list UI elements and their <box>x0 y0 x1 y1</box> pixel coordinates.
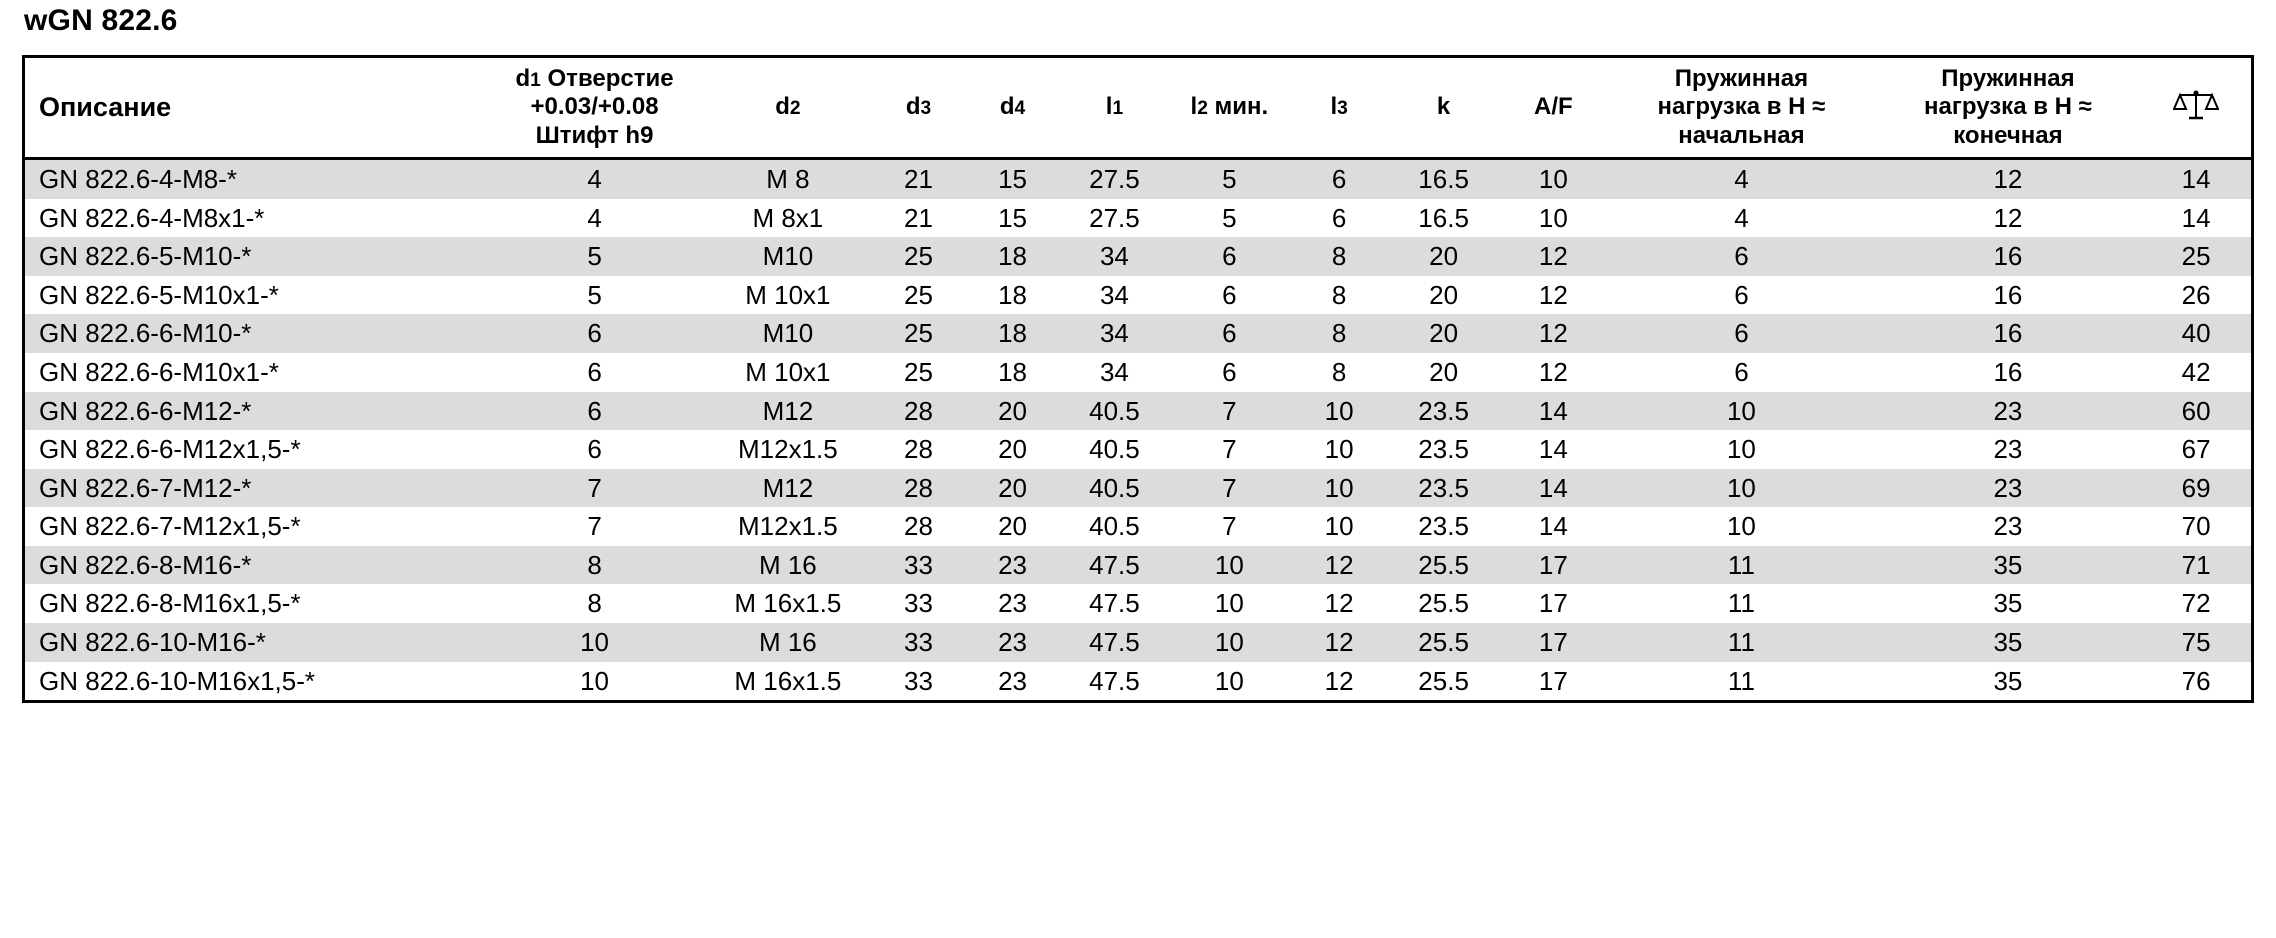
cell-description: GN 822.6-6-M10-* <box>25 314 485 353</box>
cell-d4: 20 <box>966 469 1060 508</box>
cell-d1: 4 <box>485 158 704 198</box>
cell-d3: 25 <box>871 314 965 353</box>
cell-weight: 14 <box>2141 199 2251 238</box>
cell-k: 23.5 <box>1389 392 1499 431</box>
cell-spring_start: 11 <box>1608 584 1874 623</box>
cell-d2: M 16x1.5 <box>704 662 871 701</box>
column-header-spring-end <box>1875 58 2141 158</box>
cell-l3: 8 <box>1289 276 1388 315</box>
cell-d1: 6 <box>485 392 704 431</box>
cell-l2: 10 <box>1169 662 1289 701</box>
header-row <box>25 58 2251 158</box>
cell-d1: 8 <box>485 546 704 585</box>
cell-description: GN 822.6-8-M16-* <box>25 546 485 585</box>
cell-k: 25.5 <box>1389 584 1499 623</box>
cell-spring_end: 23 <box>1875 507 2141 546</box>
cell-d2: M 16 <box>704 623 871 662</box>
cell-spring_end: 16 <box>1875 353 2141 392</box>
cell-d4: 15 <box>966 199 1060 238</box>
cell-weight: 75 <box>2141 623 2251 662</box>
cell-spring_start: 11 <box>1608 546 1874 585</box>
cell-l3: 12 <box>1289 584 1388 623</box>
cell-d1: 6 <box>485 430 704 469</box>
cell-l3: 10 <box>1289 507 1388 546</box>
cell-weight: 14 <box>2141 158 2251 198</box>
cell-l3: 10 <box>1289 469 1388 508</box>
cell-k: 20 <box>1389 237 1499 276</box>
cell-af: 14 <box>1498 392 1608 431</box>
cell-d4: 18 <box>966 353 1060 392</box>
table-row <box>25 584 2251 623</box>
cell-l1: 40.5 <box>1060 469 1170 508</box>
cell-d4: 23 <box>966 584 1060 623</box>
cell-spring_start: 10 <box>1608 469 1874 508</box>
cell-d4: 18 <box>966 276 1060 315</box>
cell-weight: 25 <box>2141 237 2251 276</box>
page-title: wGN 822.6 <box>24 4 178 37</box>
cell-l1: 47.5 <box>1060 546 1170 585</box>
cell-l1: 34 <box>1060 237 1170 276</box>
cell-d2: M 16 <box>704 546 871 585</box>
cell-weight: 72 <box>2141 584 2251 623</box>
table-row <box>25 314 2251 353</box>
cell-af: 12 <box>1498 314 1608 353</box>
cell-spring_end: 35 <box>1875 662 2141 701</box>
cell-spring_start: 6 <box>1608 353 1874 392</box>
column-header-d1: d1 Отверстие +0.03/+0.08 Штифт h9 <box>485 58 704 158</box>
cell-description: GN 822.6-6-M12-* <box>25 392 485 431</box>
cell-af: 17 <box>1498 584 1608 623</box>
cell-l3: 12 <box>1289 623 1388 662</box>
cell-l3: 12 <box>1289 546 1388 585</box>
cell-spring_start: 10 <box>1608 430 1874 469</box>
cell-l1: 47.5 <box>1060 623 1170 662</box>
table-row <box>25 353 2251 392</box>
cell-l2: 7 <box>1169 392 1289 431</box>
cell-d3: 25 <box>871 276 965 315</box>
table-row <box>25 276 2251 315</box>
cell-d2: M 8 <box>704 158 871 198</box>
cell-d3: 33 <box>871 623 965 662</box>
cell-af: 14 <box>1498 469 1608 508</box>
cell-l1: 27.5 <box>1060 158 1170 198</box>
table-row <box>25 662 2251 701</box>
cell-weight: 60 <box>2141 392 2251 431</box>
cell-d3: 25 <box>871 353 965 392</box>
cell-spring_start: 10 <box>1608 392 1874 431</box>
cell-d1: 10 <box>485 623 704 662</box>
cell-l2: 6 <box>1169 237 1289 276</box>
cell-spring_end: 35 <box>1875 584 2141 623</box>
cell-af: 10 <box>1498 158 1608 198</box>
column-header-spring-start-line3: начальная <box>1678 121 1805 149</box>
cell-spring_start: 11 <box>1608 623 1874 662</box>
column-header-description: Описание <box>25 58 485 158</box>
cell-d1: 8 <box>485 584 704 623</box>
cell-weight: 71 <box>2141 546 2251 585</box>
cell-d4: 23 <box>966 623 1060 662</box>
cell-af: 14 <box>1498 430 1608 469</box>
column-header-l3: l3 <box>1289 58 1388 158</box>
cell-weight: 40 <box>2141 314 2251 353</box>
cell-k: 23.5 <box>1389 507 1499 546</box>
table-header <box>25 58 2251 158</box>
cell-d2: M10 <box>704 237 871 276</box>
cell-af: 12 <box>1498 237 1608 276</box>
column-header-spring-start-line2: нагрузка в Н ≈ <box>1657 93 1826 121</box>
cell-d3: 28 <box>871 507 965 546</box>
column-header-l1: l1 <box>1060 58 1170 158</box>
column-header-d1-line2: +0.03/+0.08 <box>530 93 659 121</box>
column-header-d2: d2 <box>704 58 871 158</box>
cell-d2: M12 <box>704 392 871 431</box>
cell-spring_start: 6 <box>1608 314 1874 353</box>
cell-spring_end: 12 <box>1875 158 2141 198</box>
cell-description: GN 822.6-10-M16-* <box>25 623 485 662</box>
cell-description: GN 822.6-7-M12x1,5-* <box>25 507 485 546</box>
cell-weight: 69 <box>2141 469 2251 508</box>
cell-k: 20 <box>1389 353 1499 392</box>
cell-l3: 8 <box>1289 314 1388 353</box>
cell-description: GN 822.6-6-M12x1,5-* <box>25 430 485 469</box>
cell-d1: 7 <box>485 469 704 508</box>
cell-spring_end: 16 <box>1875 276 2141 315</box>
cell-spring_end: 35 <box>1875 623 2141 662</box>
cell-l1: 34 <box>1060 314 1170 353</box>
cell-l2: 7 <box>1169 469 1289 508</box>
cell-k: 16.5 <box>1389 158 1499 198</box>
cell-k: 20 <box>1389 276 1499 315</box>
cell-d4: 20 <box>966 507 1060 546</box>
cell-l1: 47.5 <box>1060 584 1170 623</box>
cell-d2: M12 <box>704 469 871 508</box>
cell-d2: M 10x1 <box>704 276 871 315</box>
cell-l1: 40.5 <box>1060 392 1170 431</box>
column-header-spring-end-line2: нагрузка в Н ≈ <box>1924 93 2092 121</box>
cell-weight: 26 <box>2141 276 2251 315</box>
cell-d2: M 8x1 <box>704 199 871 238</box>
cell-spring_start: 11 <box>1608 662 1874 701</box>
column-header-spring-start <box>1608 58 1874 158</box>
cell-d1: 6 <box>485 353 704 392</box>
cell-d3: 33 <box>871 546 965 585</box>
cell-l2: 10 <box>1169 546 1289 585</box>
cell-spring_end: 35 <box>1875 546 2141 585</box>
cell-k: 16.5 <box>1389 199 1499 238</box>
cell-l1: 27.5 <box>1060 199 1170 238</box>
spec-table-container <box>22 55 2254 703</box>
cell-k: 20 <box>1389 314 1499 353</box>
weight-scale-icon <box>2173 87 2219 121</box>
column-header-d3: d3 <box>871 58 965 158</box>
cell-d3: 33 <box>871 584 965 623</box>
cell-spring_start: 6 <box>1608 276 1874 315</box>
cell-d4: 20 <box>966 430 1060 469</box>
table-row <box>25 546 2251 585</box>
cell-d2: M10 <box>704 314 871 353</box>
cell-l2: 10 <box>1169 584 1289 623</box>
cell-spring_end: 16 <box>1875 237 2141 276</box>
cell-k: 25.5 <box>1389 546 1499 585</box>
cell-af: 10 <box>1498 199 1608 238</box>
cell-l3: 6 <box>1289 199 1388 238</box>
cell-l3: 10 <box>1289 392 1388 431</box>
cell-d1: 10 <box>485 662 704 701</box>
cell-d4: 18 <box>966 314 1060 353</box>
cell-d2: M12x1.5 <box>704 430 871 469</box>
cell-description: GN 822.6-5-M10-* <box>25 237 485 276</box>
column-header-k: k <box>1389 58 1499 158</box>
cell-d3: 25 <box>871 237 965 276</box>
cell-l1: 34 <box>1060 353 1170 392</box>
cell-description: GN 822.6-7-M12-* <box>25 469 485 508</box>
cell-d4: 23 <box>966 546 1060 585</box>
cell-spring_end: 23 <box>1875 392 2141 431</box>
column-header-d1-line3: Штифт h9 <box>535 121 654 149</box>
table-row <box>25 623 2251 662</box>
cell-k: 23.5 <box>1389 469 1499 508</box>
cell-l2: 7 <box>1169 507 1289 546</box>
cell-d2: M 10x1 <box>704 353 871 392</box>
cell-k: 25.5 <box>1389 623 1499 662</box>
cell-weight: 67 <box>2141 430 2251 469</box>
cell-spring_start: 10 <box>1608 507 1874 546</box>
table-row <box>25 237 2251 276</box>
cell-d1: 5 <box>485 237 704 276</box>
cell-af: 14 <box>1498 507 1608 546</box>
cell-l3: 6 <box>1289 158 1388 198</box>
column-header-d4: d4 <box>966 58 1060 158</box>
cell-weight: 76 <box>2141 662 2251 701</box>
column-header-spring-start-line1: Пружинная <box>1674 65 1809 92</box>
column-header-weight <box>2141 58 2251 158</box>
table-row <box>25 469 2251 508</box>
cell-d1: 7 <box>485 507 704 546</box>
cell-l2: 10 <box>1169 623 1289 662</box>
column-header-af: A/F <box>1498 58 1608 158</box>
table-row <box>25 199 2251 238</box>
cell-description: GN 822.6-10-M16x1,5-* <box>25 662 485 701</box>
table-body <box>25 158 2251 700</box>
cell-description: GN 822.6-4-M8x1-* <box>25 199 485 238</box>
cell-spring_end: 23 <box>1875 430 2141 469</box>
table-row <box>25 507 2251 546</box>
cell-description: GN 822.6-8-M16x1,5-* <box>25 584 485 623</box>
cell-af: 12 <box>1498 353 1608 392</box>
cell-l2: 6 <box>1169 276 1289 315</box>
cell-af: 17 <box>1498 662 1608 701</box>
cell-d2: M 16x1.5 <box>704 584 871 623</box>
cell-l2: 7 <box>1169 430 1289 469</box>
cell-l1: 40.5 <box>1060 507 1170 546</box>
cell-l3: 8 <box>1289 237 1388 276</box>
cell-d2: M12x1.5 <box>704 507 871 546</box>
cell-d3: 33 <box>871 662 965 701</box>
cell-description: GN 822.6-6-M10x1-* <box>25 353 485 392</box>
cell-l3: 12 <box>1289 662 1388 701</box>
cell-d1: 5 <box>485 276 704 315</box>
column-header-spring-end-line3: конечная <box>1953 121 2063 149</box>
cell-d1: 6 <box>485 314 704 353</box>
cell-l2: 5 <box>1169 199 1289 238</box>
cell-l2: 6 <box>1169 353 1289 392</box>
cell-d1: 4 <box>485 199 704 238</box>
cell-spring_end: 16 <box>1875 314 2141 353</box>
cell-d3: 21 <box>871 158 965 198</box>
cell-k: 25.5 <box>1389 662 1499 701</box>
cell-l2: 5 <box>1169 158 1289 198</box>
cell-l3: 10 <box>1289 430 1388 469</box>
table-row <box>25 392 2251 431</box>
cell-l2: 6 <box>1169 314 1289 353</box>
cell-d4: 18 <box>966 237 1060 276</box>
cell-weight: 70 <box>2141 507 2251 546</box>
cell-spring_start: 4 <box>1608 158 1874 198</box>
table-row <box>25 430 2251 469</box>
cell-l1: 47.5 <box>1060 662 1170 701</box>
cell-af: 12 <box>1498 276 1608 315</box>
column-header-l2: l2 мин. <box>1169 58 1289 158</box>
cell-l1: 34 <box>1060 276 1170 315</box>
table-row <box>25 158 2251 198</box>
cell-spring_start: 6 <box>1608 237 1874 276</box>
column-header-spring-end-line1: Пружинная <box>1941 65 2075 92</box>
cell-d3: 28 <box>871 392 965 431</box>
cell-d4: 15 <box>966 158 1060 198</box>
cell-spring_end: 12 <box>1875 199 2141 238</box>
cell-d3: 21 <box>871 199 965 238</box>
cell-d4: 23 <box>966 662 1060 701</box>
cell-af: 17 <box>1498 546 1608 585</box>
spec-table <box>25 58 2251 700</box>
cell-k: 23.5 <box>1389 430 1499 469</box>
cell-l3: 8 <box>1289 353 1388 392</box>
cell-d3: 28 <box>871 430 965 469</box>
cell-l1: 40.5 <box>1060 430 1170 469</box>
cell-spring_end: 23 <box>1875 469 2141 508</box>
cell-description: GN 822.6-4-M8-* <box>25 158 485 198</box>
cell-d3: 28 <box>871 469 965 508</box>
cell-weight: 42 <box>2141 353 2251 392</box>
cell-spring_start: 4 <box>1608 199 1874 238</box>
cell-description: GN 822.6-5-M10x1-* <box>25 276 485 315</box>
cell-d4: 20 <box>966 392 1060 431</box>
cell-af: 17 <box>1498 623 1608 662</box>
